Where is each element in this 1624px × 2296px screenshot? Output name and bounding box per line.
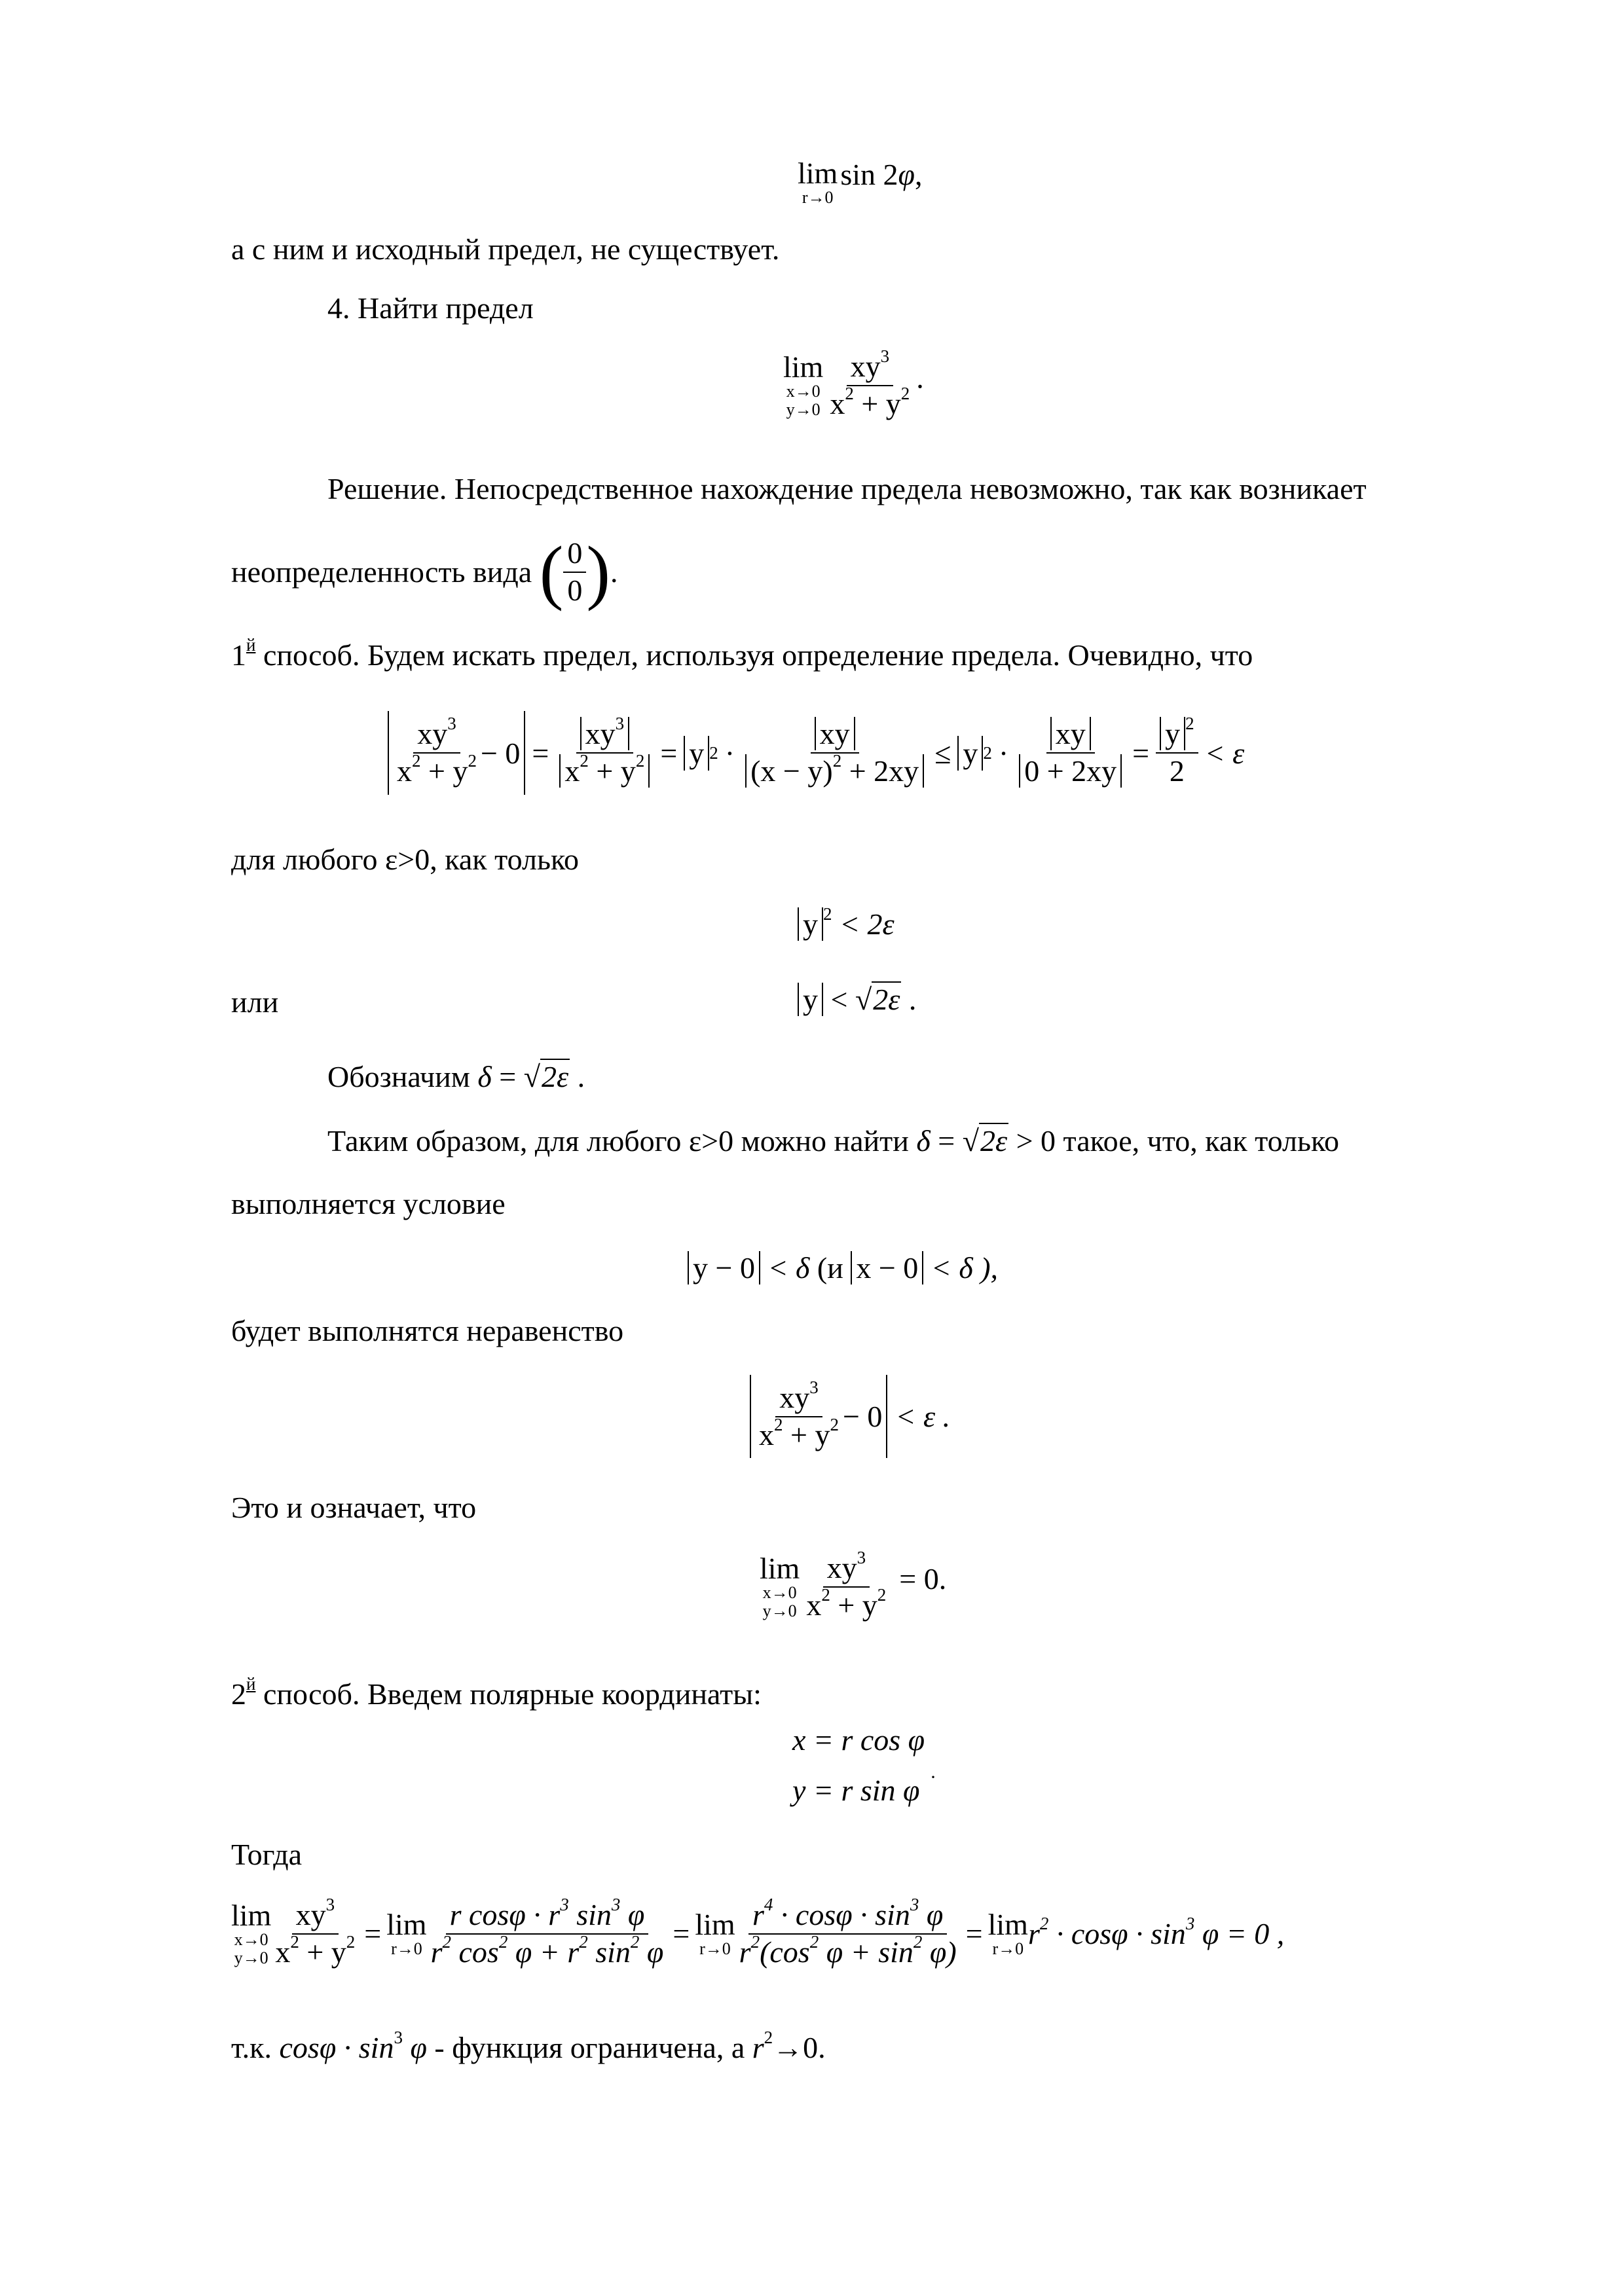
paragraph-or: или	[231, 985, 279, 1019]
paragraph-for-any-eps: для любого ε>0, как только	[231, 843, 579, 876]
paragraph-means: Это и означает, что	[231, 1491, 477, 1524]
eq-condition: y − 0 < δ (и x − 0 < δ ),	[688, 1250, 998, 1285]
eq-final: lim x→0 y→0 $\frac{xy^3}{x^2 + y^2}$ = lim r→0 $\frac{r \cos\varphi \cdot r^3 \sin^3 \varphi}{r^2 \cos^2 \varphi + r^2 \sin^2 \varphi}$ = lim r→0 $\frac{r^4 \cdot \cos\varphi \cdot \sin^3 \varphi}{r^2(\cos^2 \varphi + \sin^2 \varphi)}$ = lim r→0 $r^2 \cdot \cos\varphi \cdot \sin^3 \varphi = 0$ ,	[231, 1895, 1285, 1969]
paragraph-1: а с ним и исходный предел, не существует.	[231, 232, 780, 266]
paragraph-then: Тогда	[231, 1838, 303, 1871]
eq-chain: $\frac{xy^3}{x^2 + y^2}$ − 0 = $\frac{xy^3}{x^2 + y^2}$ = y 2 · $\frac{xy}{(x - y)^2 + 2xy}$ ≤ y 2 · $\frac{xy}{0 + 2xy}$ = $\frac{y ^2}{2}$ < ε	[388, 697, 1244, 809]
paragraph-solution: Решение. Непосредственное нахождение предела невозможно, так как возникает	[327, 472, 1367, 505]
paragraph-method-2: $2^й$ способ. Введем полярные координаты:	[231, 1674, 762, 1711]
eq-polar-y: y = r sin φ	[792, 1774, 920, 1807]
eq-result: lim x→0 y→0 $\frac{xy^3}{x^2 + y^2}$ = 0.	[760, 1548, 947, 1622]
eq-inequality: $\frac{xy^3}{x^2 + y^2}$ − 0 < ε .	[750, 1375, 950, 1458]
paragraph-inequality: будет выполнятся неравенство	[231, 1314, 624, 1347]
eq-task: lim x→0 y→0 $\frac{xy^3}{x^2 + y^2}$ .	[783, 346, 924, 420]
paragraph-thus: Таким образом, для любого ε>0 можно найти δ = √2ε > 0 такое, что, как только	[327, 1124, 1340, 1157]
eq-polar-dot: ·	[930, 1766, 936, 1788]
paragraph-condition: выполняется условие	[231, 1187, 506, 1220]
paragraph-since: т.к. $\cos\varphi \cdot \sin^3 \varphi$ - функция ограничена, а $r^2\to 0$.	[231, 2028, 826, 2064]
paragraph-uncertainty: неопределенность вида ( $\frac{0}{0}$ ).	[231, 532, 618, 611]
paragraph-denote: Обозначим δ = √2ε .	[327, 1060, 585, 1093]
eq-y-squared: y $^2$ < 2ε	[798, 907, 895, 941]
paragraph-task-4: 4. Найти предел	[327, 291, 534, 325]
eq-top: lim r→0 sin 2φ,	[798, 156, 923, 207]
paragraph-method-1: $1^й$ способ. Будем искать предел, используя определение предела. Очевидно, что	[231, 635, 1253, 672]
eq-y-abs: y < √2ε .	[798, 982, 916, 1017]
eq-polar-x: x = r cos φ	[792, 1723, 925, 1757]
